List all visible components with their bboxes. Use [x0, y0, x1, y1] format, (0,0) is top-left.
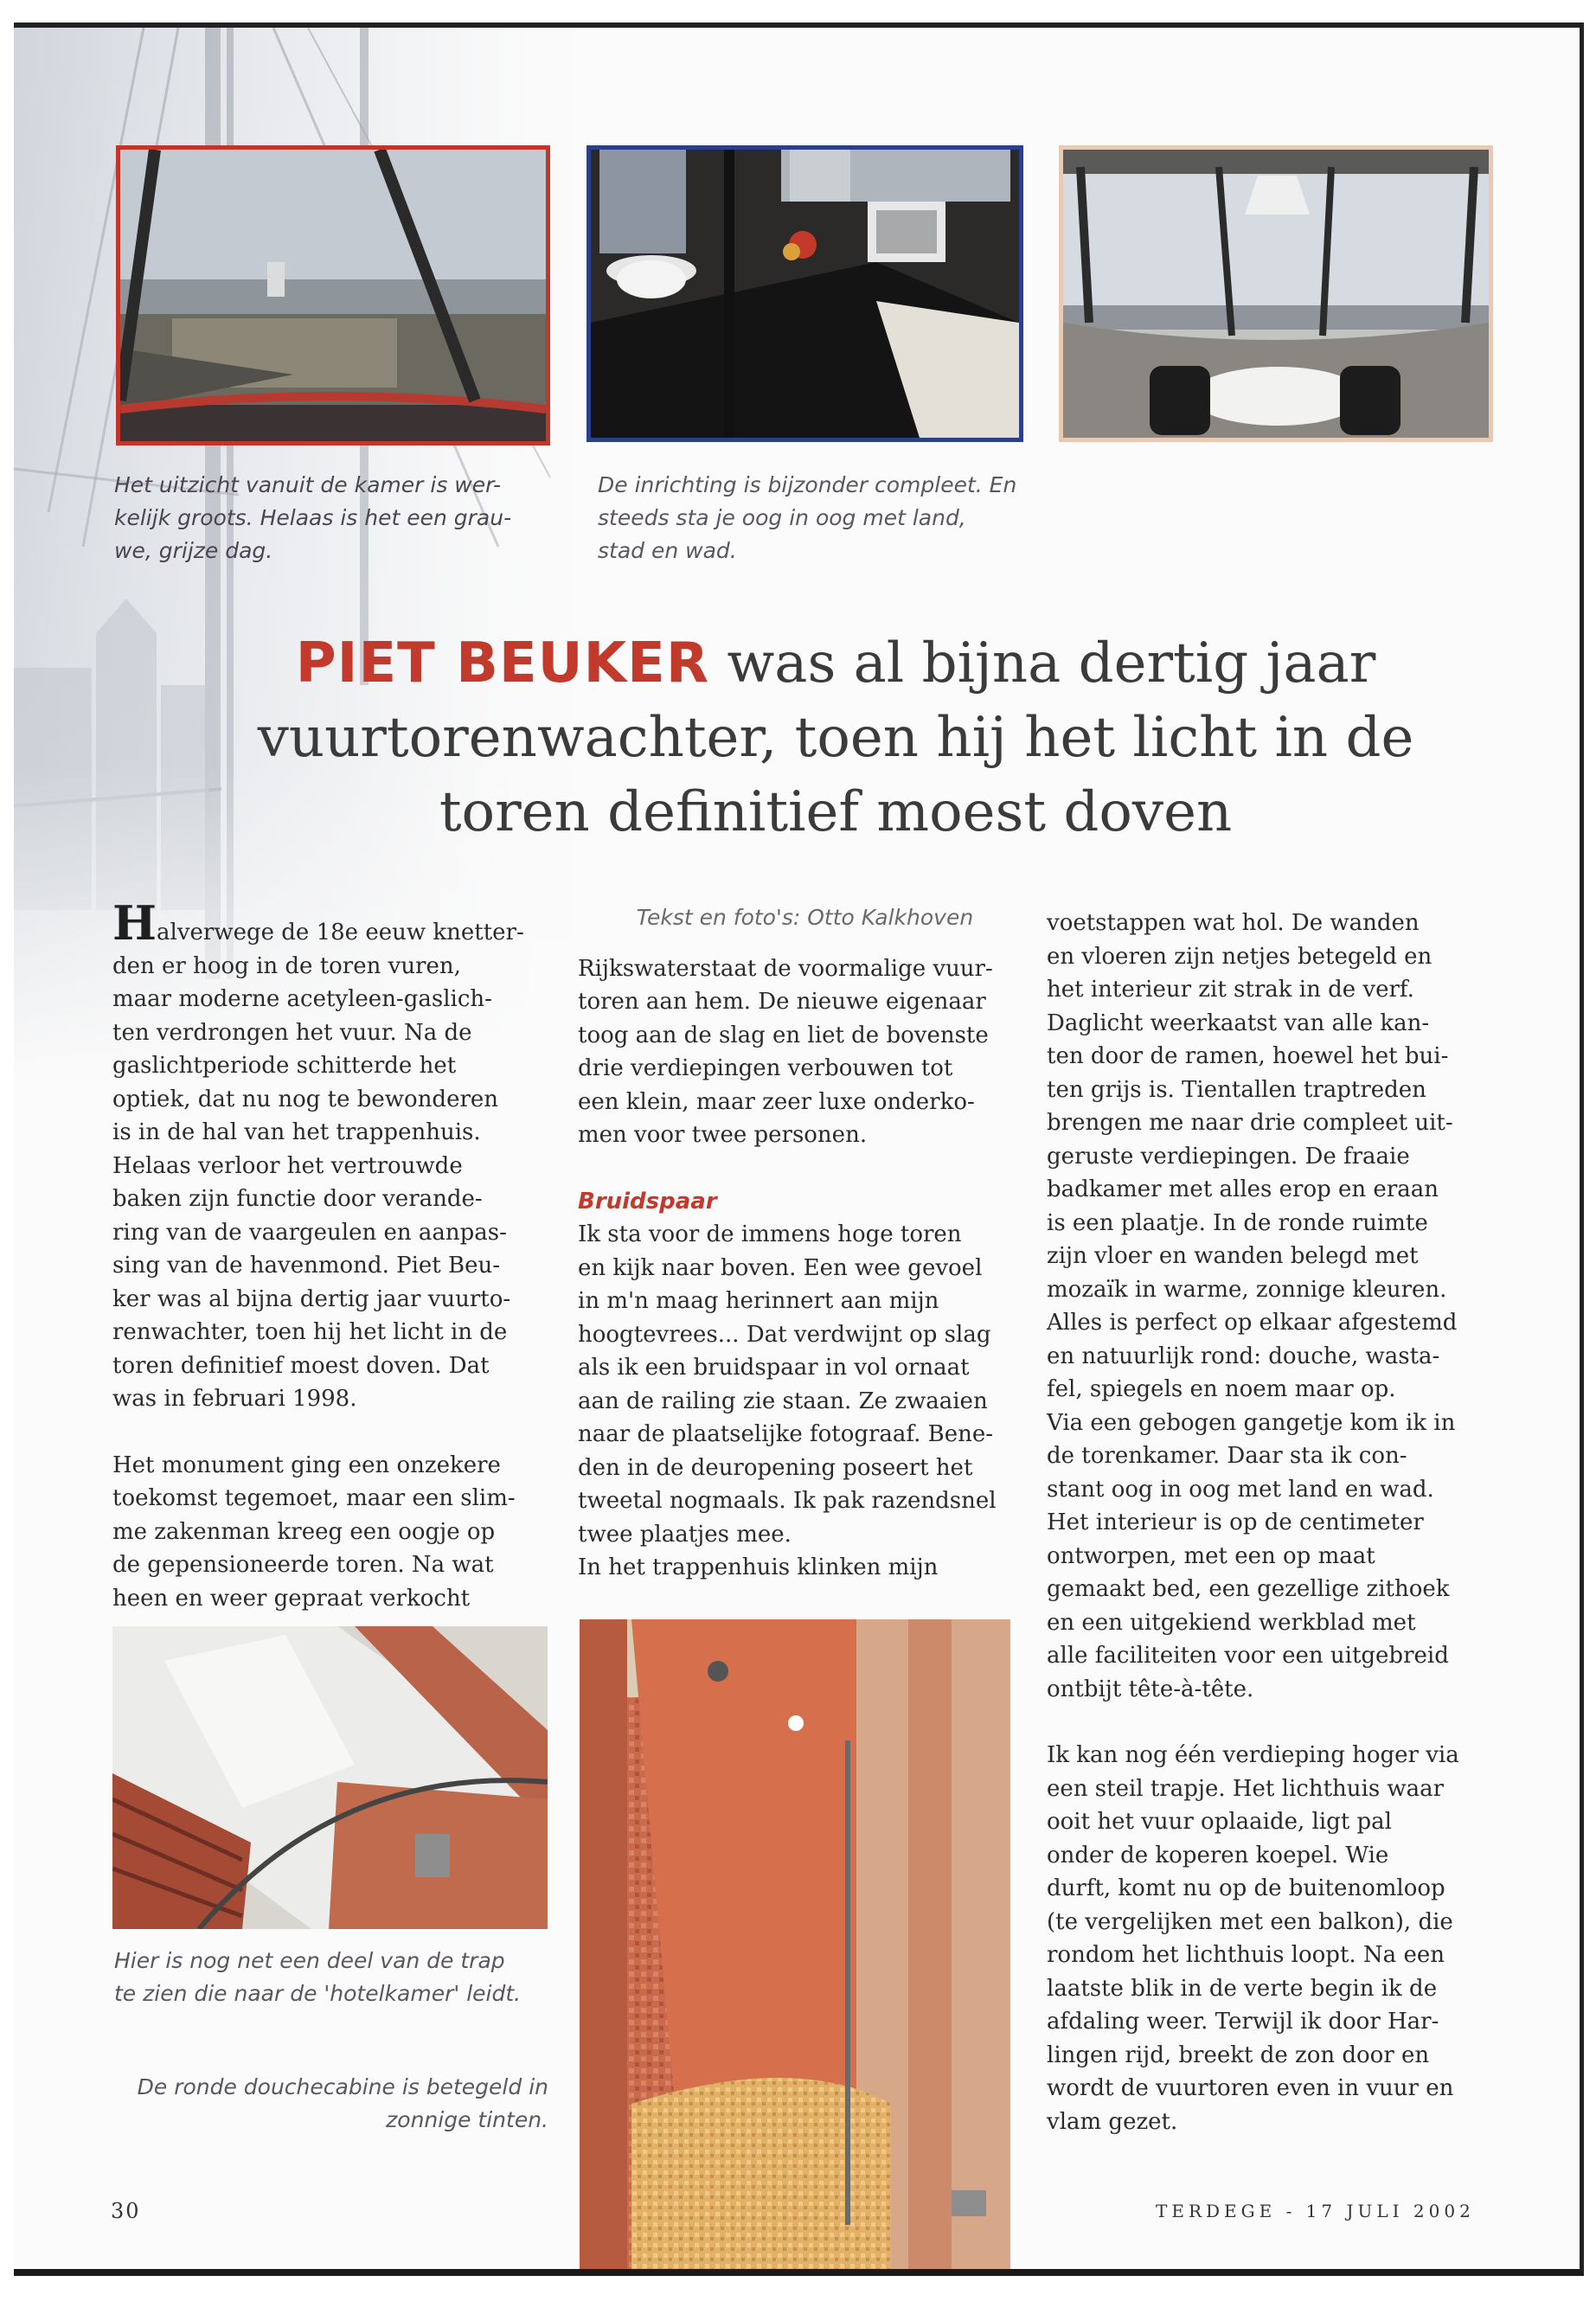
shower-photo-caption: De ronde douchecabine is betegeld in zonnige tinten. [137, 2074, 548, 2132]
staircase-photo-caption: Hier is nog net een deel van de trap te zien die naar de 'hotelkamer' leidt. [114, 1948, 522, 2006]
interior-photo-caption: De inrichting is bijzonder compleet. En steeds sta je oog in oog met land, stad en wad. [598, 472, 1017, 563]
tower-room-photo [1059, 145, 1493, 442]
headline: PIET BEUKER was al bijna dertig jaar vuurtorenwachter, toen hij het licht in de toren definitief moest doven [126, 626, 1545, 849]
drop-cap: H [112, 895, 157, 951]
article-column-2: Tekst en foto's: Otto Kalkhoven Rijkswaterstaat de voormalige vuur- toren aan hem. De nieuwe eigenaar toog aan de slag en liet de bovenste drie verdiepingen verbouwen tot een klein, maar zeer luxe onderko- men voor twee personen. Bruidspaar Ik sta voor de immens hoge toren en kijk naar boven. Een wee gevoel in m'n maag herinnert aan mijn hoogtevrees... Dat verdwijnt op slag als ik een bruidspaar in vol ornaat aan de railing zie staan. Ze zwaaien naar de plaatselijke fotograaf. Bene- den in de deuropening poseert het tweetal nogmaals. Ik pak razendsnel twee plaatjes mee. In het trappenhuis klinken mijn [578, 901, 1032, 1585]
article-column-3: voetstappen wat hol. De wanden en vloeren zijn netjes betegeld en het interieur zit strak in de verf. Daglicht weerkaatst van alle kan- ten door de ramen, hoewel het bui- ten grijs is. Tientallen traptreden brengen me naar drie compleet uit- geruste verdiepingen. De fraaie badkamer met alles erop en eraan is een plaatje. In de ronde ruimte zijn vloer en wanden belegd met mozaïk in warme, zonnige kleuren. Alles is perfect op elkaar afgestemd en natuurlijk rond: douche, wasta- fel, spiegels en noem maar op. Via een gebogen gangetje kom ik in de torenkamer. Daar sta ik con- stant oog in oog met land en wad. Het interieur is op de centimeter ontworpen, met een op maat gemaakt bed, een gezellige zithoek en een uitgekiend werkblad met alle faciliteiten voor een uitgebreid ontbijt tête-à-tête. Ik kan nog één verdieping hoger via een steil trapje. Het lichthuis waar ooit het vuur oplaaide, ligt pal onder de koperen koepel. Wie durft, komt nu op de buitenomloop (te vergelijken met een balkon), die rondom het lichthuis loopt. Na een laatste blik in de verte begin ik de afdaling weer. Terwijl ik door Har- lingen rijd, breekt de zon door en wordt de vuurtoren even in vuur en vlam gezet. [1047, 910, 1459, 2135]
subhead-bruidspaar: Bruidspaar [578, 1188, 717, 1215]
article-column-1: Halverwege de 18e eeuw knetter- den er hoog in de toren vuren, maar moderne acetyleen-gaslich- ten verdrongen het vuur. Na de gaslichtperiode schitterde het optiek, dat nu nog te bewonderen is in de hal van het trappenhuis. Helaas verloor het vertrouwde baken zijn functie door verande- ring van de vaargeulen en aanpas- sing van de havenmond. Piet Beu- ker was al bijna dertig jaar vuurto- renwachter, toen hij het licht in de toren definitief moest doven. Dat was in februari 1998. Het monument ging een onzekere toekomst tegemoet, maar een slim- me zakenman kreeg een oogje op de gepensioneerde toren. Na wat heen en weer gepraat verkocht [112, 895, 524, 1612]
page-number: 30 [111, 2199, 141, 2223]
headline-line3: toren definitief moest doven [439, 780, 1233, 844]
interior-photo [586, 145, 1023, 442]
harbour-photo-caption: Het uitzicht vanuit de kamer is wer- kelijk groots. Helaas is het een grau- we, grijze dag. [114, 472, 512, 563]
magazine-footer: TERDEGE - 17 JULI 2002 [1156, 2201, 1475, 2221]
magazine-page [14, 22, 1584, 2276]
byline: Tekst en foto's: Otto Kalkhoven [636, 905, 974, 930]
shower-cabin-photo [580, 1619, 1010, 2276]
headline-line2: vuurtorenwachter, toen hij het licht in de [257, 706, 1414, 770]
staircase-photo [112, 1626, 548, 1929]
harbour-view-photo [116, 145, 550, 445]
headline-name: PIET BEUKER [295, 631, 710, 695]
